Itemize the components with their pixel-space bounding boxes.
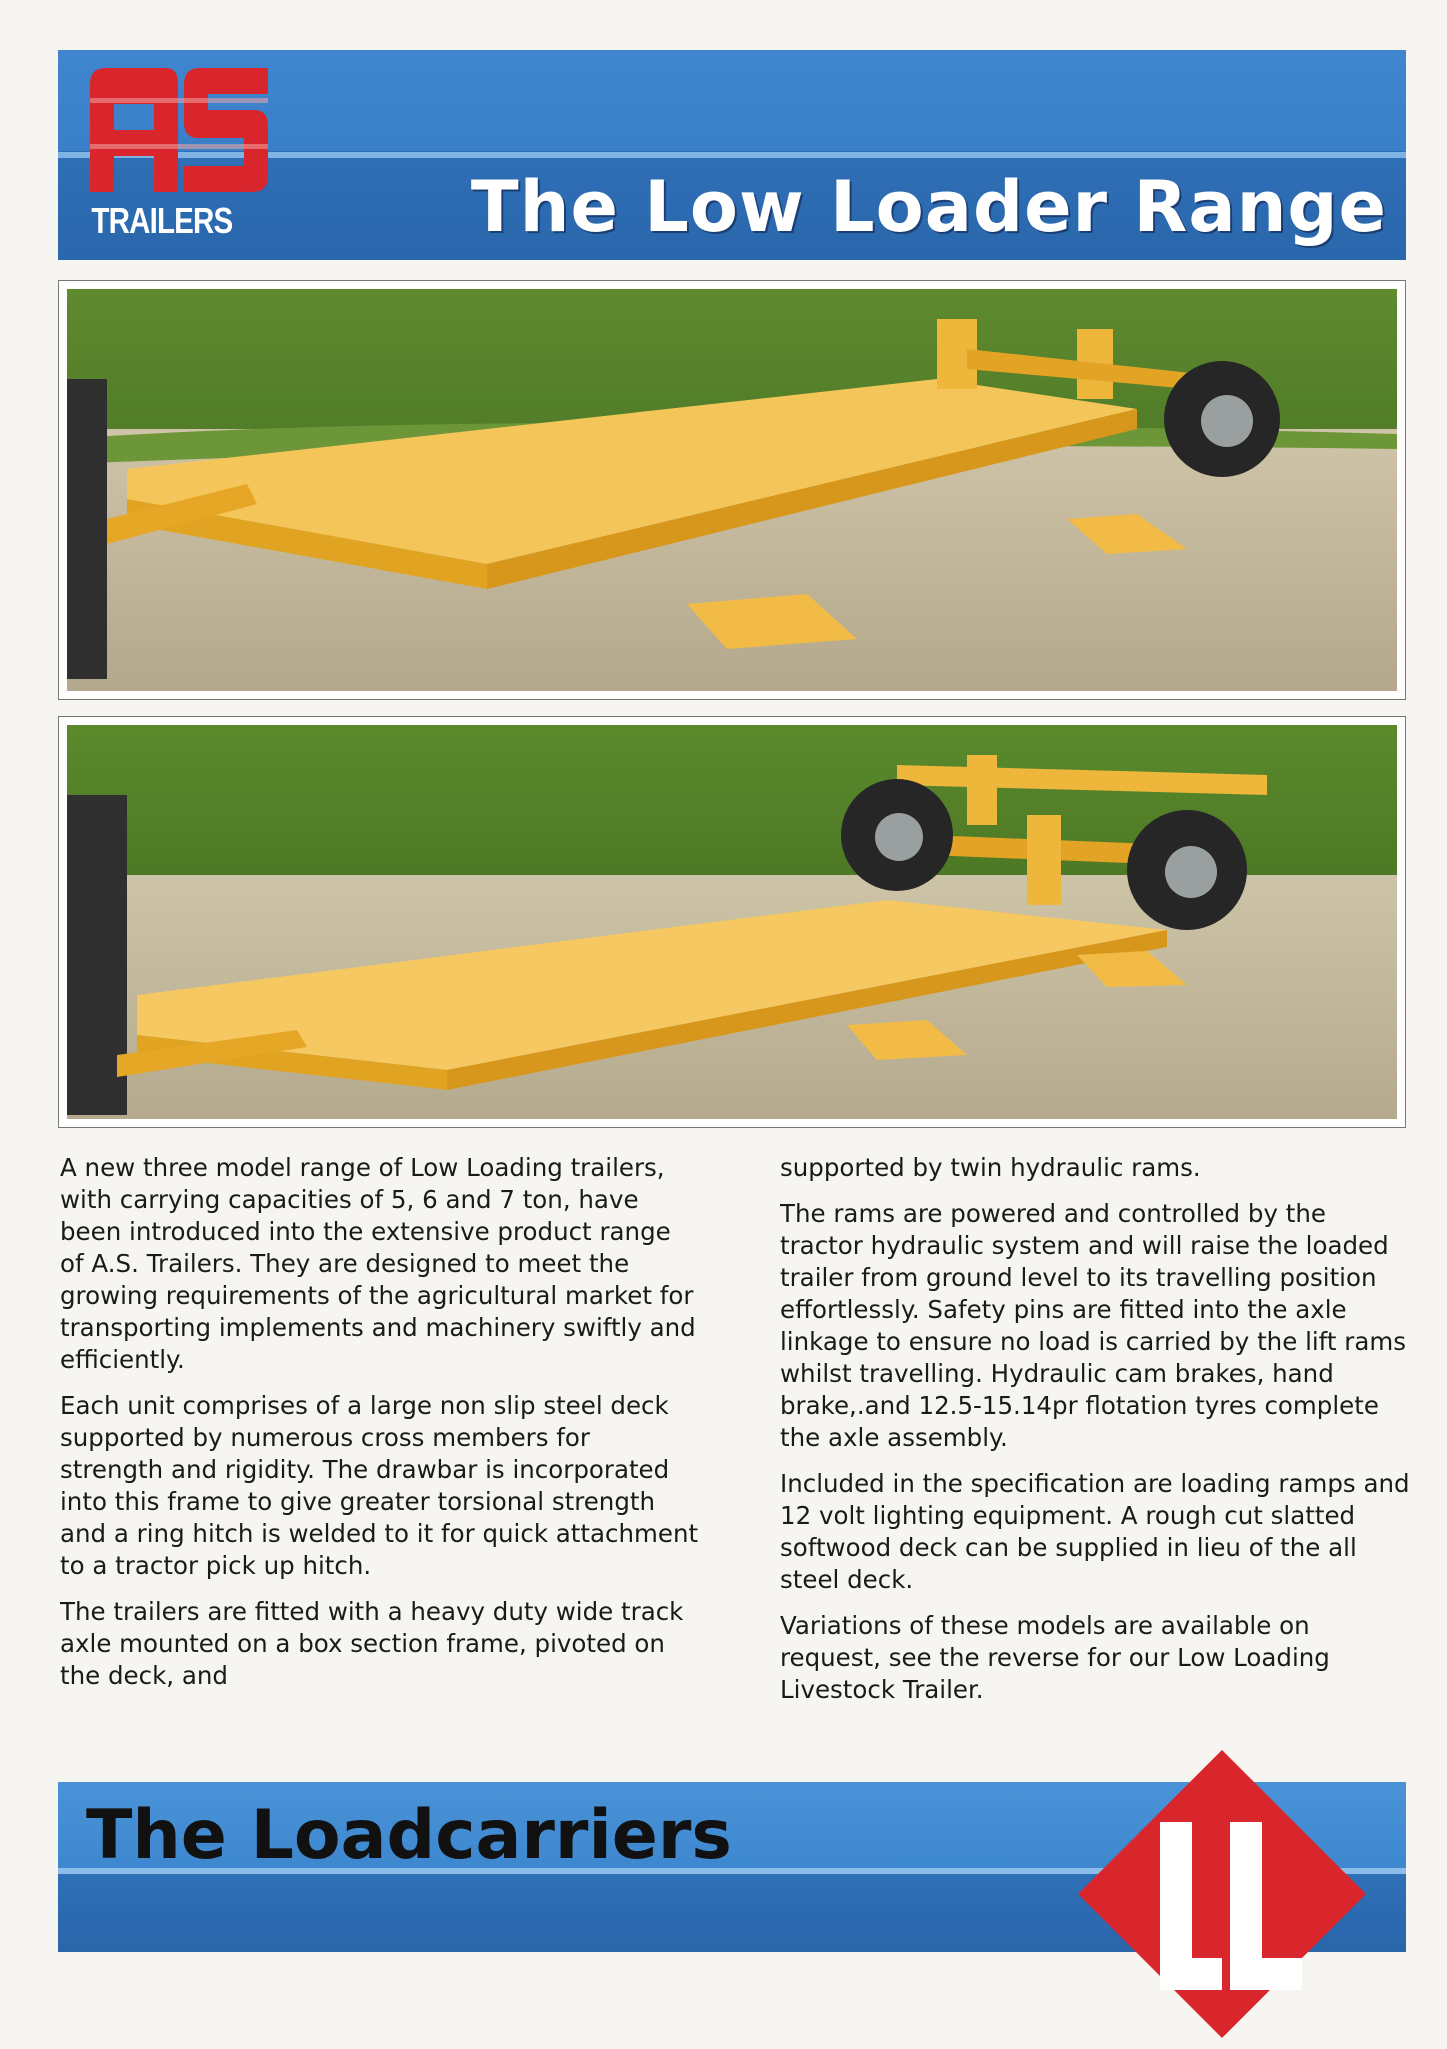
trailer-photo-raised [58, 280, 1406, 700]
as-logo-icon [84, 64, 274, 196]
loadcarriers-ll-logo [1072, 1744, 1372, 2044]
page-title: The Low Loader Range [470, 166, 1387, 248]
paragraph-deck: Each unit comprises of a large non slip steel deck supported by numerous cross members for strength and rigidity. The drawbar is incorporated into this frame to give greater torsional strength and a ring hitch is welded to it for quick attachment to a tractor pick up hitch. [60, 1391, 699, 1580]
paragraph-axle: The trailers are fitted with a heavy duty wide track axle mounted on a box section frame, pivoted on the deck, and [60, 1597, 684, 1690]
body-column-right [780, 1152, 1410, 1720]
trailer-lowered-photo-icon [67, 725, 1397, 1119]
body-column-left [60, 1152, 700, 1706]
trailer-raised-photo-icon [67, 289, 1397, 691]
paragraph-hydraulics: The rams are powered and controlled by the tractor hydraulic system and will raise the loaded trailer from ground level to its travelling position effortlessly. Safety pins are fitted into the axle linkage to ensure no load is carried by the lift rams whilst travelling. Hydraulic cam brakes, hand brake,.and 12.5-15.14pr flotation tyres complete the axle assembly. [780, 1199, 1406, 1452]
paragraph-specification: Included in the specification are loading ramps and 12 volt lighting equipment. A rough cut slatted softwood deck can be supplied in lieu of the all steel deck. [780, 1469, 1410, 1594]
as-trailers-logo [84, 64, 274, 254]
paragraph-rams-support: supported by twin hydraulic rams. [780, 1153, 1201, 1182]
logo-trailers-text: TRAILERS [91, 200, 233, 241]
paragraph-variations: Variations of these models are available on request, see the reverse for our Low Loading Livestock Trailer. [780, 1611, 1330, 1704]
trailer-photo-lowered [58, 716, 1406, 1128]
paragraph-intro: A new three model range of Low Loading trailers, with carrying capacities of 5, 6 and 7 ton, have been introduced into the extensive product range of A.S. Trailers. They are designed to meet the growing requirements of the agricultural market for transporting implements and machinery swiftly and efficiently. [60, 1153, 696, 1374]
footer-title: The Loadcarriers [86, 1796, 732, 1875]
ll-diamond-icon [1072, 1744, 1372, 2044]
